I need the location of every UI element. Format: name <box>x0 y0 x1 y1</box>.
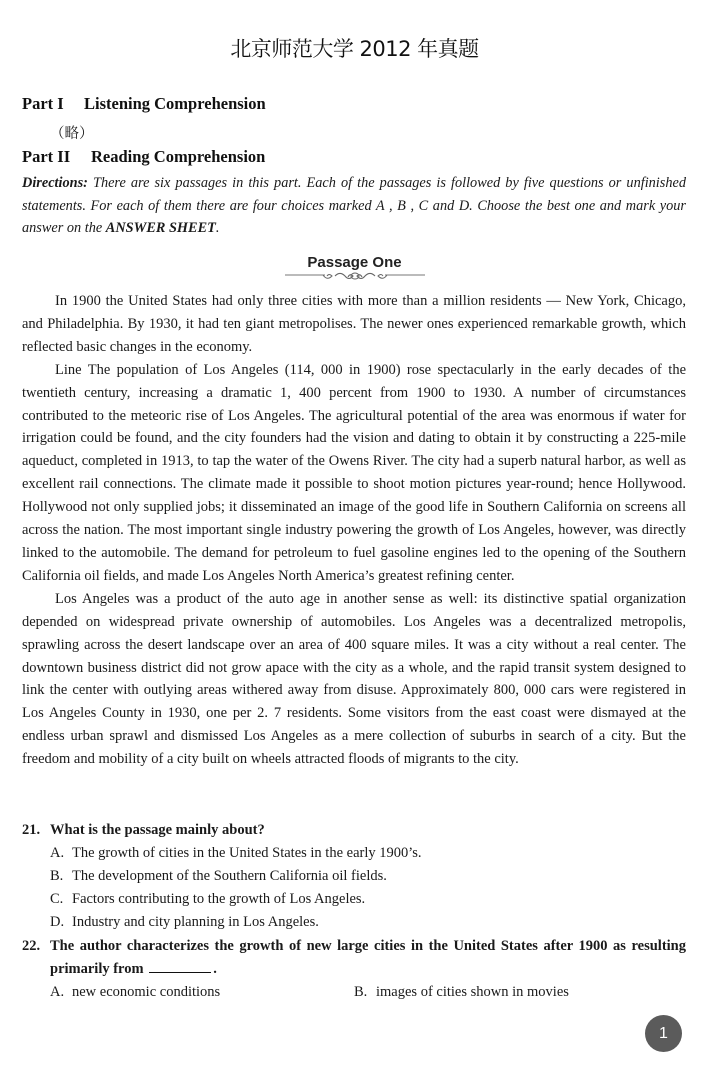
question-stem <box>22 935 686 981</box>
passage-paragraph: Line The population of Los Angeles (114, 000 in 1900) rose spectacularly in the early decades of the twentieth century, increasing a dramatic 1, 400 percent from 1900 to 1930. A number of circumstances contributed to the meteoric rise of Los Angeles. The agricultural potential of the area was enormous if water for irrigation could be found, and the city founders had the vision and dating to obtain it by constructing a 225-mile aqueduct, completed in 1913, to tap the water of the Owens River. The city had a superb natural harbor, as well as excellent rail connections. The climate made it possible to shoot motion pictures year-round; hence Hollywood. Hollywood not only supplied jobs; it disseminated an image of the good life in Southern California on screens all across the nation. The most important single industry powering the growth of Los Angeles, however, was directly linked to the automobile. The demand for petroleum to fuel gasoline engines led to the opening of the Southern California oil fields, and made Los Angeles North America’s greatest refining center. <box>22 361 686 584</box>
part2-title: Reading Comprehension <box>91 147 266 166</box>
directions-end: . <box>215 220 220 237</box>
options-row <box>22 981 686 1004</box>
passage-paragraph: In 1900 the United States had only three cities with more than a million residents — New York, Chicago, and Philadelphia. By 1930, it had ten giant metropolises. The newer ones experienced remarkable growth, which reflected basic changes in the economy. <box>22 293 686 355</box>
option-b[interactable] <box>22 865 686 888</box>
part1-title: Listening Comprehension <box>84 94 266 113</box>
part1-heading <box>22 94 266 114</box>
option-text: The development of the Southern California oil fields. <box>72 867 387 884</box>
option-text: Industry and city planning in Los Angeles. <box>72 913 319 930</box>
question-number: 21. <box>22 822 41 838</box>
document-title: 北京师范大学 2012 年真题 <box>230 37 479 61</box>
option-letter: C. <box>50 890 64 907</box>
option-text: new economic conditions <box>72 983 221 1000</box>
option-b[interactable] <box>354 981 658 1004</box>
question-stem <box>22 819 686 842</box>
option-letter: A. <box>50 844 65 861</box>
passage-title: Passage One <box>307 254 402 271</box>
part1-omitted-note: （略） <box>50 126 94 142</box>
question-number: 22. <box>22 938 41 954</box>
directions-text: There are six passages in this part. Each of the passages is followed by five questions or unfinished statements. For each of them there are four choices marked A , B , C and D. Choose the best one and mark your answer on the <box>22 175 686 237</box>
question-21 <box>22 819 686 934</box>
option-a[interactable] <box>22 842 686 865</box>
option-letter: A. <box>50 983 65 1000</box>
option-d[interactable] <box>22 911 686 934</box>
part1-number: Part I <box>22 94 64 113</box>
question-text: What is the passage mainly about? <box>50 822 265 838</box>
answer-blank <box>149 960 211 973</box>
question-end: . <box>213 960 217 977</box>
page-number-badge[interactable]: 1 <box>645 1015 682 1052</box>
option-text: images of cities shown in movies <box>376 983 569 1000</box>
part2-heading <box>22 147 265 167</box>
directions <box>22 172 686 240</box>
option-letter: D. <box>50 913 65 930</box>
option-letter: B. <box>354 983 368 1000</box>
option-letter: B. <box>50 867 64 884</box>
passage-body <box>22 290 686 771</box>
answer-sheet-emphasis: ANSWER SHEET <box>105 220 216 237</box>
passage-header <box>0 254 709 283</box>
ornament-divider-icon <box>285 271 425 283</box>
part2-number: Part II <box>22 147 71 166</box>
option-text: Factors contributing to the growth of Los Angeles. <box>72 890 366 907</box>
option-c[interactable] <box>22 888 686 911</box>
option-a[interactable] <box>50 981 354 1004</box>
question-text: The author characterizes the growth of new large cities in the United States after 1900 as resulting primarily from <box>50 938 686 977</box>
directions-label: Directions: <box>22 175 88 191</box>
passage-paragraph: Los Angeles was a product of the auto age in another sense as well: its distinctive spatial organization depended on widespread private ownership of automobiles. Los Angeles was a decentralized metropolis, sprawling across the desert landscape over an area of 400 square miles. It was a city without a real center. The downtown business district did not grow apace with the city as a whole, and the rapid transit system designed to link the center with outlying areas withered away from disuse. Approximately 800, 000 cars were registered in Los Angeles County in 1930, one per 2. 7 residents. Some visitors from the east coast were dismayed at the endless urban sprawl and dismissed Los Angeles as a mere collection of suburbs in search of a city. But the freedom and mobility of a city built on wheels attracted floods of migrants to the city. <box>22 590 686 768</box>
option-text: The growth of cities in the United States in the early 1900’s. <box>72 844 422 861</box>
question-22 <box>22 935 686 1004</box>
